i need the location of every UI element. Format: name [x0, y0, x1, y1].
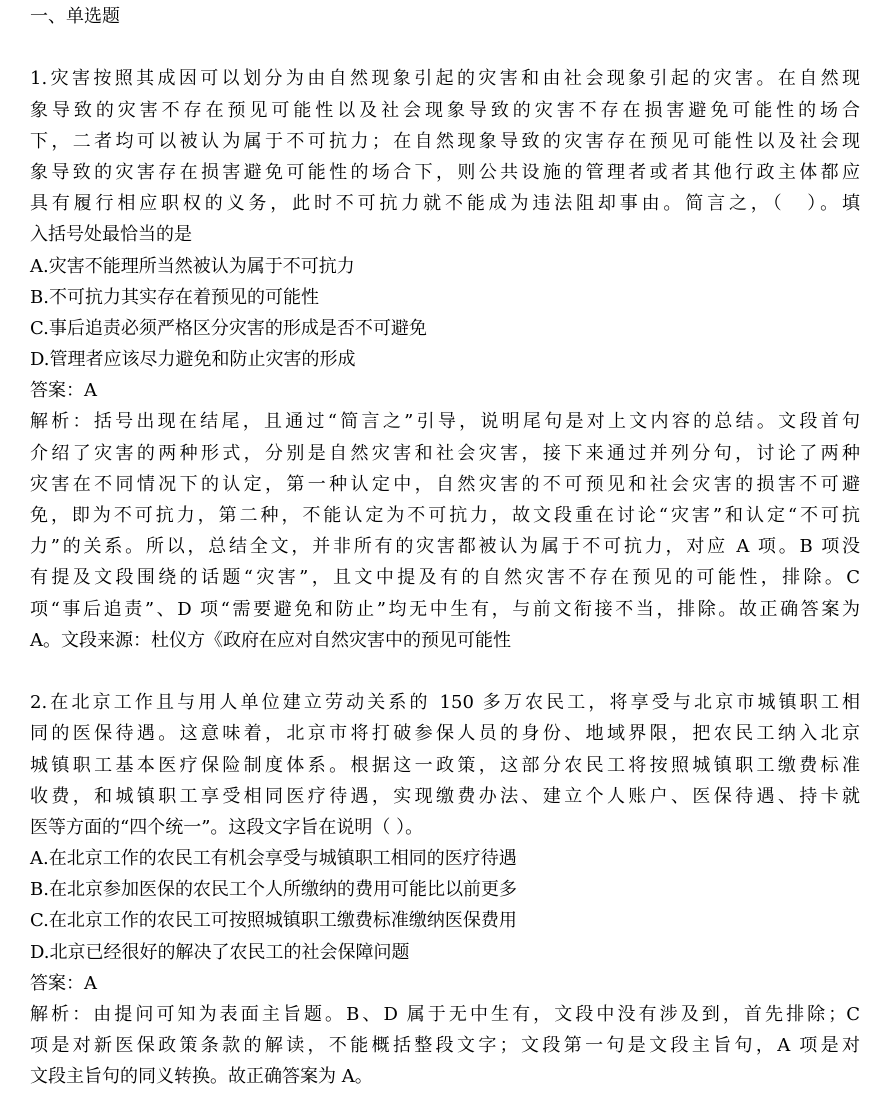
- analysis-line: 解析：括号出现在结尾，且通过“简言之”引导，说明尾句是对上文内容的总结。文段首句: [30, 411, 860, 433]
- option-d: D.北京已经很好的解决了农民工的社会保障问题: [30, 941, 410, 963]
- analysis-line: 灾害在不同情况下的认定，第一种认定中，自然灾害的不可预见和社会灾害的损害不可避: [30, 473, 860, 495]
- question-stem-line: 象导致的灾害不存在预见可能性以及社会现象导致的灾害不存在损害避免可能性的场合: [30, 99, 860, 121]
- question-stem-line: 2.在北京工作且与用人单位建立劳动关系的 150 多万农民工，将享受与北京市城镇职工相: [30, 692, 860, 714]
- question-stem-line: 入括号处最恰当的是: [30, 224, 192, 246]
- option-c: C.在北京工作的农民工可按照城镇职工缴费标准缴纳医保费用: [30, 910, 517, 932]
- option-d: D.管理者应该尽力避免和防止灾害的形成: [30, 349, 356, 371]
- option-a: A.灾害不能理所当然被认为属于不可抗力: [30, 255, 355, 277]
- spacer: [30, 656, 860, 687]
- option-a: A.在北京工作的农民工有机会享受与城镇职工相同的医疗待遇: [30, 848, 517, 870]
- question-stem-line: 下，二者均可以被认为属于不可抗力；在自然现象导致的灾害存在预见可能性以及社会现: [30, 130, 860, 152]
- question-stem-line: 同的医保待遇。这意味着，北京市将打破参保人员的身份、地域界限，把农民工纳入北京: [30, 723, 860, 745]
- question-stem-line: 1.灾害按照其成因可以划分为由自然现象引起的灾害和由社会现象引起的灾害。在自然现: [30, 68, 860, 90]
- analysis-line: 解析：由提问可知为表面主旨题。B、D 属于无中生有，文段中没有涉及到，首先排除；C: [30, 1004, 860, 1025]
- question-stem-line: 收费，和城镇职工享受相同医疗待遇，实现缴费办法、建立个人账户、医保待遇、持卡就: [30, 785, 860, 807]
- question-stem-line: 医等方面的“四个统一”。这段文字旨在说明（ ）。: [30, 816, 424, 838]
- analysis-line: 介绍了灾害的两种形式，分别是自然灾害和社会灾害，接下来通过并列分句，讨论了两种: [30, 442, 860, 464]
- analysis-line: 免，即为不可抗力，第二种，不能认定为不可抗力，故文段重在讨论“灾害”和认定“不可抗: [30, 505, 860, 526]
- answer: 答案：A: [30, 972, 97, 994]
- question-stem-line: 城镇职工基本医疗保险制度体系。根据这一政策，这部分农民工将按照城镇职工缴费标准: [30, 754, 860, 776]
- question-stem-line: 象导致的灾害存在损害避免可能性的场合下，则公共设施的管理者或者其他行政主体都应: [30, 161, 860, 183]
- option-b: B.不可抗力其实存在着预见的可能性: [30, 286, 319, 308]
- analysis-line: 有提及文段围绕的话题“灾害”，且文中提及有的自然灾害不存在预见的可能性，排除。C: [30, 567, 860, 589]
- question-2: [30, 687, 860, 1092]
- analysis-line: 文段主旨句的同义转换。故正确答案为 A。: [30, 1066, 373, 1088]
- section-title: 一、单选题: [30, 6, 120, 27]
- question-stem-line: 具有履行相应职权的义务，此时不可抗力就不能成为违法阻却事由。简言之，（ ）。填: [30, 193, 860, 215]
- option-b: B.在北京参加医保的农民工个人所缴纳的费用可能比以前更多: [30, 879, 517, 901]
- analysis-line: 项是对新医保政策条款的解读，不能概括整段文字；文段第一句是文段主旨句，A 项是对: [30, 1035, 860, 1057]
- analysis-line: A。文段来源：杜仪方《政府在应对自然灾害中的预见可能性: [30, 629, 511, 651]
- analysis-line: 力”的关系。所以，总结全文，并非所有的灾害都被认为属于不可抗力，对应 A 项。B 项没: [30, 536, 860, 558]
- answer: 答案：A: [30, 380, 97, 402]
- spacer: [30, 32, 860, 63]
- question-1: [30, 63, 860, 656]
- analysis-line: 项“事后追责”、D 项“需要避免和防止”均无中生有，与前文衔接不当，排除。故正确答案为: [30, 598, 860, 620]
- option-c: C.事后追责必须严格区分灾害的形成是否不可避免: [30, 317, 427, 339]
- document-page: [30, 1, 860, 1093]
